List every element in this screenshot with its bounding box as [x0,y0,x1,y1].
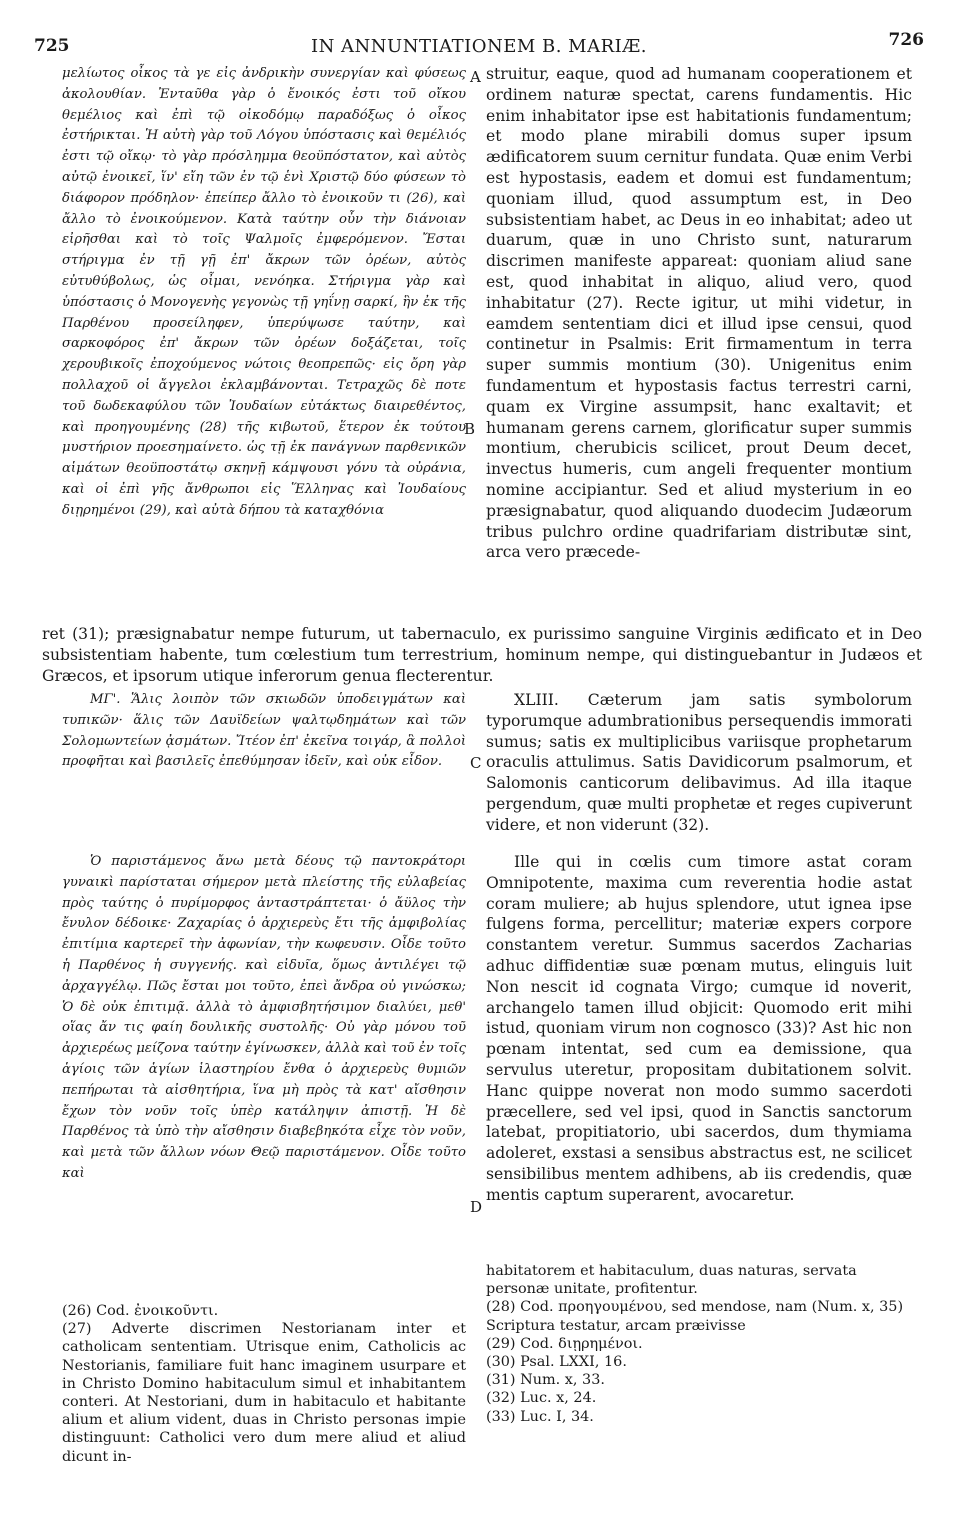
latin-column-bottom: Ille qui in cœlis cum timore astat coram Omnipotente, maxima cum reverentia hodie astat coram muliere; ab hujus splendore, utut ignea ipse fulgens forma, percellitur; materiæ expers corpore constantem veretur. Summus sacerdos Zacharias adhuc diffidentiæ suæ pœnam mutus, elinguis luit Non nescit id cognata Virgo; cumque id noverit, archangelo tamen illud objicit: Quomodo erit mihi istud, quoniam virum non cognosco (33)? Ast hic non pœnam intentat, sed cum ea demissione, qua servulus uteretur, propositam dubitationem solvit. Hanc quippe noverat non modo summo sacerdoti præcellere, sed vel ipsi, quod in Sanctis sanctorum latebat, propitiatorio, ubi sacerdos, dum thymiama adoleret, exstasi a sensibus abstractus est, ne scilicet sensibilibus mentem adhibens, ab iis credendis, quæ mentis captum superarent, avocaretur. [486,853,912,1204]
footnote-33: (33) Luc. I, 34. [486,1408,594,1425]
footnote-31: (31) Num. x, 33. [486,1372,605,1389]
latin-section-heading: XLIII. Cæterum jam satis symbolorum typorumque adumbrationibus persequendis immorati sumus; satis ex multiplicibus variisque prophetarum oraculis attulimus. Satis Davidicorum psalmorum, et Salomonis canticorum delibavimus. Ad illa itaque pergendum, quæ multi prophetæ et reges cupiverunt videre, et non viderunt (32). [486,691,912,834]
running-title: IN ANNUNTIATIONEM B. MARIÆ. [310,36,648,57]
greek-column-top: μελίωτος οἶκος τὰ γε εἰς ἀνδρικὴν συνεργίαν καὶ φύσεως ἀκολουθίαν. Ἐνταῦθα γὰρ ὁ ἔνοικός ἐστι τοῦ οἴκου θεμέλιος καὶ ἐπὶ τῷ οἰκοδόμῳ παραδόξως ὁ οἶκος ἐστήρικται. Ἡ αὐτὴ γὰρ τοῦ Λόγου ὑπόστασις καὶ θεμέλιός ἐστι τῷ οἴκῳ· τὸ γὰρ πρόσλημμα θεοϋπόστατον, καὶ αὐτὸς αὐτῷ ἐνοικεῖ, ἵν' εἴη τῶν ἐν τῷ ἑνὶ Χριστῷ δύο φύσεων τὸ διάφορον πρόδηλον· ἐπείπερ ἄλλο τὸ ἐνοικοῦν τι (26), καὶ ἄλλο τὸ ἐνοικούμενον. Κατὰ ταύτην οὖν τὴν διάνοιαν εἰρῆσθαι καὶ τὸ τοῖς Ψαλμοῖς ἐμφερόμενον. Ἔσται στήριγμα ἐν τῇ γῇ ἐπ' ἄκρων τῶν ὀρέων, αὐτὸς εὐτυθύβολως, ὡς οἶμαι, νενόηκα. Στήριγμα γὰρ καὶ ὑπόστασις ὁ Μονογενὴς γεγονὼς τῇ γηΐνῃ σαρκί, ἣν ἐκ τῆς Παρθένου προσείληφεν, ὑπερύψωσε ταύτην, καὶ σαρκοφόρος ἐπ' ἄκρων τῶν ὀρέων δοξάζεται, τοῖς χερουβικοῖς ἐποχούμενος νώτοις θεοπρεπῶς· εἰς ὄρη γὰρ πολλαχοῦ οἱ ἄγγελοι ἐκλαμβάνονται. Τετραχῶς δὲ ποτε τοῦ δωδεκαφύλου τῶν Ἰουδαίων εὐτάκτως διαιρεθέντος, καὶ προηγουμένης (28) τῆς κιβωτοῦ, ἕτερον ἐκ τούτου μυστήριον προεσημαίνετο. ὡς τῇ ἐκ πανάγνων παρθενικῶν αἱμάτων θεοϋποστάτῳ σκηνῇ κάμψουσι γόνυ τὰ οὐράνια, καὶ οἱ ἐπὶ γῆς ἄνθρωποι εἰς Ἕλληνας καὶ Ἰουδαίους διῃρημένοι (29), καὶ αὐτὰ δήπου τὰ καταχθόνια [62,66,466,518]
margin-marker-a: A [470,68,481,86]
margin-marker-c: C [470,754,482,772]
margin-marker-b: B [464,420,476,438]
footnote-30: (30) Psal. LXXI, 16. [486,1354,627,1371]
greek-column-bottom: Ὁ παριστάμενος ἄνω μετὰ δέους τῷ παντοκράτορι γυναικὶ παρίσταται σήμερον μετὰ πλείστης τῆς εὐλαβείας πρὸς ταύτης ὁ πυρίμορφος ἀνταστράπτεται· ὁ ἄϋλος τὴν ἔνυλον δέδοικε· Ζαχαρίας ὁ ἀρχιερεὺς ἔτι τῆς ἀμφιβολίας ἐπιτίμια καρτερεῖ τὴν ἀφωνίαν, τὴν κωφευσιν. Οἶδε τοῦτο ἡ Παρθένος ἡ συγγενής. καὶ εἰδυῖα, ὅμως ἀντιλέγει τῷ ἀρχαγγέλῳ. Πῶς ἔσται μοι τοῦτο, ἐπεὶ ἄνδρα οὐ γινώσκω; Ὁ δὲ οὐκ ἐπιτιμᾷ. ἀλλὰ τὸ ἀμφισβητήσιμον διαλύει, μεθ' οἵας ἄν τις φαίη δουλικῆς συστολῆς· Οὐ γὰρ μόνου τοῦ ἀρχιερέως μείζονα ταύτην ἐγίνωσκεν, ἀλλὰ καὶ τοῦ ἐν τοῖς ἁγίοις τῶν ἁγίων ἱλαστηρίου ἔνθα ὁ ἀρχιερεὺς θυμιῶν πεπήρωται τὰ αἰσθητήρια, ἵνα μὴ πρὸς τὰ κατ' αἴσθησιν ἔχων τὸν νοῦν τοῖς ὑπὲρ κατάληψιν ἀπιστῇ. Ἡ δὲ Παρθένος τὰ ὑπὸ τὴν αἴσθησιν διαβεβηκότα εἶχε τὸν νοῦν, καὶ μετὰ τῶν ἄλλων νόων Θεῷ παριστάμενον. Οἶδε τοῦτο καὶ [62,854,466,1181]
footnote-27-continued: habitatorem et habitaculum, duas naturas, servata personæ unitate, profitentur. [486,1263,857,1298]
right-page-number: 726 [888,30,924,50]
latin-column-top: struitur, eaque, quod ad humanam cooperationem et ordinem naturæ spectat, carens fundamentis. Hic enim inhabitator ipse est habitationis fundamentum; et modo plane mirabili domus super ipsum ædificatorem suum cernitur fundata. Quæ enim Verbi est hypostasis, eadem et domui est fundamentum; quoniam illud, quod assumptum est, in Deo subsistentiam habet, ac Deus in eo inhabitat; adeo ut duarum, quæ in uno Christo sunt, naturarum discrimen manifeste appareat: quoniam aliud sane est, quod inhabitat in aliquo, aliud vero, quod inhabitatur (27). Recte igitur, ut mihi videtur, in eamdem sententiam dici et illud ipse censui, quod continetur in Psalmis: Erit firmamentum in terra super summis montium (30). Unigenitus enim fundamentum et hypostasis factus terrestri carni, quam ex Virgine assumpsit, hanc exaltavit; et humanam gerens carnem, glorificatur super summis montium, cherubicis scilicet, prout Deum decet, invectus humeris, cum angeli frequenter montium nomine accipiantur. Sed et aliud mysterium in eo præsignabatur, quod aliquando duodecim Judæorum tribus pulchro ordine quadrifariam distributæ sint, arca vero præcede- [486,65,912,562]
footnote-26: (26) Cod. ἐνοικοῦντι. [62,1303,219,1319]
running-header [34,30,924,64]
footnote-28: (28) Cod. προηγουμένου, sed mendose, nam (Num. x, 35) Scriptura testatur, arcam præivisse [486,1299,904,1334]
full-width-paragraph: ret (31); præsignabatur nempe futurum, ut tabernaculo, ex purissimo sanguine Virginis ædificato et in Deo subsistentiam habente, tum cœlestium tum terrestrium, hominum nempe, qui distinguebantur in Judæos et Græcos, et ipsorum utique inferorum genua flecterentur. [42,625,922,685]
greek-section-heading: ΜΓ'. Ἅλις λοιπὸν τῶν σκιωδῶν ὑποδειγμάτων καὶ τυπικῶν· ἅλις τῶν Δαυϊδείων ψαλτῳδημάτων καὶ τῶν Σολομωντείων ᾀσμάτων. Ἴτέον ἐπ' ἐκεῖνα τοιγάρ, ἃ πολλοὶ προφῆται καὶ βασιλεῖς ἐπεθύμησαν ἰδεῖν, καὶ οὐκ εἶδον. [62,692,466,770]
left-page-number: 725 [34,36,70,56]
footnotes-left [62,1302,466,1466]
footnote-27: (27) Adverte discrimen Nestorianam inter et catholicam sententiam. Utrisque enim, Catholicis ac Nestorianis, familiare fuit hanc imaginem usurpare et in Christo Domino habitaculum simul et inhabitantem conteri. At Nestoriani, dum in habitaculo et habitante alium et alium vident, duas in Christo personas impie distinguunt: Catholici vero dum mere aliud et aliud dicunt in- [62,1321,466,1465]
footnotes-right [486,1262,912,1426]
margin-marker-d: D [470,1198,483,1216]
footnote-29: (29) Cod. διῃρημένοι. [486,1335,643,1352]
footnote-32: (32) Luc. x, 24. [486,1390,597,1407]
